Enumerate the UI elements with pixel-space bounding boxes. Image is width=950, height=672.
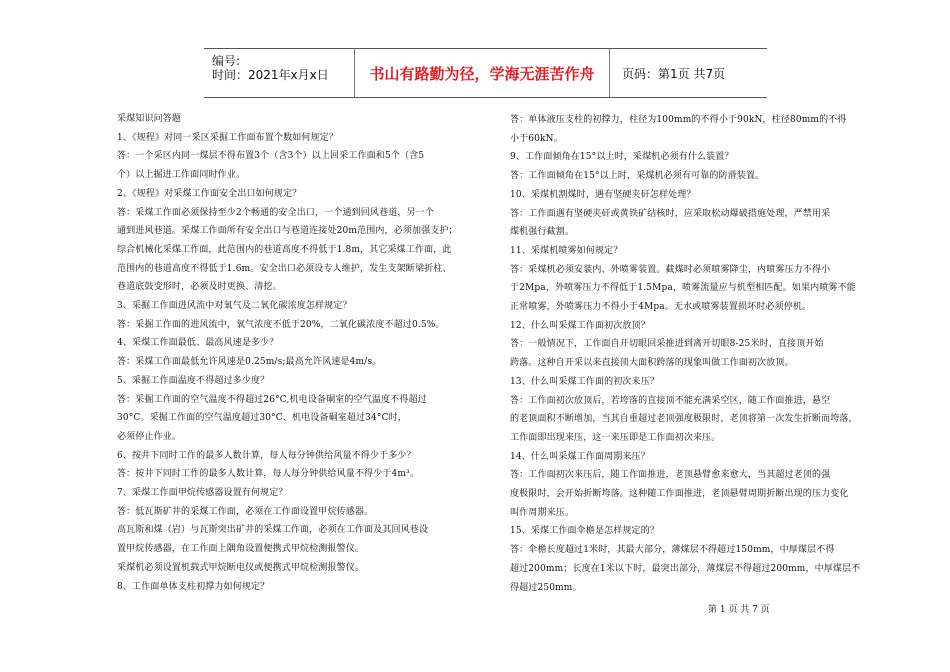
left-text-line: 通到进风巷道。采煤工作面所有安全出口与巷道连接处20m范围内，必须加强支护； xyxy=(117,226,458,237)
right-text-line: 的老顶面积不断增加，当其自重超过老顶强度极限时，老顶将第一次发生折断而垮落， xyxy=(510,414,858,425)
right-text-line: 9、工作面倾角在15°以上时，采煤机必须有什么装置？ xyxy=(510,152,734,163)
left-text-line: 5、采掘工作面温度不得超过多少度？ xyxy=(117,375,270,386)
left-text-line: 3、采掘工作面进风流中对氧气及二氧化碳浓度怎样规定？ xyxy=(117,301,352,312)
left-text-line: 高瓦斯和煤（岩）与瓦斯突出矿井的采煤工作面，必须在工作面及其回风巷设 xyxy=(117,525,429,536)
left-text-line: 答：采煤工作面必须保持至少2个畅通的安全出口，一个通到回风巷道，另一个 xyxy=(117,207,434,218)
left-text-line: 答：采掘工作面的进风流中，氧气浓度不低于20%，二氧化碳浓度不超过0.5%。 xyxy=(117,319,445,330)
left-text-line: 范围内的巷道高度不得低于1.6m。安全出口必须设专人维护，发生支架断梁折柱、 xyxy=(117,263,452,274)
left-text-line: 答：一个采区内同一煤层不得布置3个（含3个）以上回采工作面和5个（含5 xyxy=(117,151,425,162)
right-text-line: 叫作周期来压。 xyxy=(510,507,575,518)
right-text-line: 答：工作面倾角在15°以上时，采煤机必须有可靠的防滑装置。 xyxy=(510,171,765,182)
left-text-line: 采煤机必须设置机载式甲烷断电仪或便携式甲烷检测报警仪。 xyxy=(117,562,365,573)
right-text-line: 小于60kN。 xyxy=(510,133,563,144)
right-text-line: 10、采煤机割煤时，遇有坚硬夹矸怎样处理？ xyxy=(510,189,696,200)
right-text-line: 答：工作面初次放顶后，若垮落的直接顶不能充满采空区，随工作面推进，悬空 xyxy=(510,395,831,406)
left-text-line: 4、采煤工作面最低、最高风速是多少？ xyxy=(117,338,279,349)
page-footer: 第 1 页 共 7 页 xyxy=(708,605,770,615)
header-page-label: 页码：第1页 共7页 xyxy=(622,66,726,81)
left-text-line: 置甲烷传感器，在工作面上隅角设置便携式甲烷检测报警仪。 xyxy=(117,544,365,555)
header-motto: 书山有路勤为径，学海无涯苦作舟 xyxy=(354,49,610,97)
right-text-line: 答：一般情况下，工作面自开切眼回采推进到离开切眼8-25米时，直接顶开始 xyxy=(510,339,824,350)
right-text-line: 超过200mm；长度在1米以下时，最突出部分，薄煤层不得超过200mm，中厚煤层不 xyxy=(510,563,861,574)
left-text-line: 答：采掘工作面的空气温度不得超过26°C,机电设备硐室的空气温度不得超过 xyxy=(117,394,427,405)
left-text-line: 2、《规程》对采煤工作面安全出口如何规定？ xyxy=(117,188,302,199)
right-text-line: 答：工作面遇有坚硬夹矸或黄铁矿结核时，应采取松动爆破措施处理，严禁用采 xyxy=(510,208,831,219)
left-text-line: 6、按井下同时工作的最多人数计算，每人每分钟供给风量不得少于多少？ xyxy=(117,450,416,461)
right-text-line: 13、什么叫采煤工作面的初次来压？ xyxy=(510,376,660,387)
right-text-line: 得超过250mm。 xyxy=(510,582,582,593)
left-text-line: 必须停止作业。 xyxy=(117,431,182,442)
right-text-line: 答：工作面初次来压后，随工作面推进，老顶悬臂愈来愈大，当其超过老顶的强 xyxy=(510,470,831,481)
right-text-line: 12、什么叫采煤工作面初次放顶？ xyxy=(510,320,650,331)
left-column-text xyxy=(117,110,487,596)
right-text-line: 答：伞檐长度超过1米时，其最大部分，薄煤层不得超过150mm，中厚煤层不得 xyxy=(510,545,835,556)
left-text-line: 个）以上掘进工作面同时作业。 xyxy=(117,170,246,181)
left-text-line: 8、工作面单体支柱初撑力如何规定？ xyxy=(117,581,270,592)
serial-label: 编号: xyxy=(212,54,241,68)
left-text-line: 答：按井下同时工作的最多人数计算，每人每分钟供给风量不得少于4m³。 xyxy=(117,469,419,480)
left-text-line: 1、《规程》对同一采区采掘工作面布置个数如何规定？ xyxy=(117,132,338,143)
left-text-line: 巷道底鼓变形时，必须及时更换、清挖。 xyxy=(117,282,282,293)
right-text-line: 于2Mpa，外喷雾压力不得低于1.5Mpa，喷雾流量应与机型相匹配。如果内喷雾不能 xyxy=(510,283,856,294)
page-header xyxy=(204,48,767,98)
right-text-line: 15、采煤工作面伞檐是怎样规定的？ xyxy=(510,526,660,537)
header-meta xyxy=(204,49,354,97)
right-text-line: 答：单体液压支柱的初撑力，柱径为100mm的不得小于90kN，柱径80mm的不得 xyxy=(510,115,847,125)
right-text-line: 14、什么叫采煤工作面周期来压？ xyxy=(510,451,650,462)
left-text-line: 采煤知识问答题 xyxy=(117,114,182,124)
right-text-line: 工作面即出现来压，这一来压即是工作面初次来压。 xyxy=(510,432,721,443)
right-column-text xyxy=(510,111,880,597)
left-text-line: 答：低瓦斯矿井的采煤工作面，必须在工作面设置甲烷传感器。 xyxy=(117,506,374,517)
left-text-line: 30°C。采掘工作面的空气温度超过30°C、机电设备硐室超过34°C时， xyxy=(117,413,407,424)
left-text-line: 7、采煤工作面甲烷传感器设置有何规定？ xyxy=(117,488,288,499)
right-text-line: 11、采煤机喷雾如何规定？ xyxy=(510,245,623,256)
right-text-line: 煤机强行截割。 xyxy=(510,227,575,238)
right-text-line: 度极限时，会开始折断垮落。这种随工作面推进，老顶悬臂周期折断出现的压力变化 xyxy=(510,489,849,500)
left-text-line: 答：采煤工作面最低允许风速是0.25m/s;最高允许风速是4m/s。 xyxy=(117,357,382,368)
right-text-line: 跨落。这种自开采以来直接顶大面积跨落的现象叫做工作面初次放顶。 xyxy=(510,358,794,369)
right-text-line: 答：采煤机必须安装内、外喷雾装置。截煤时必须喷雾降尘，内喷雾压力不得小 xyxy=(510,264,831,275)
time-label: 时间：2021年x月x日 xyxy=(212,68,329,82)
left-text-line: 综合机械化采煤工作面，此范围内的巷道高度不得低于1.8m，其它采煤工作面，此 xyxy=(117,244,452,255)
right-text-line: 正常喷雾，外喷雾压力不得小于4Mpa。无水或喷雾装置损坏时必须停机。 xyxy=(510,302,812,313)
